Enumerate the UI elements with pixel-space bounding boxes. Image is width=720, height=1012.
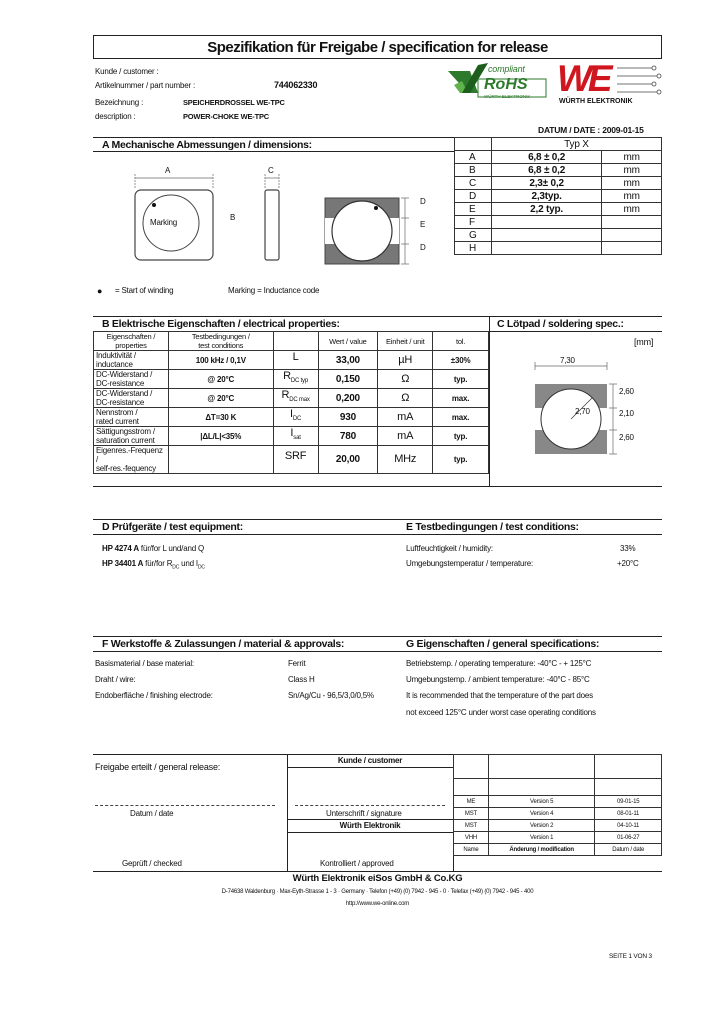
dim-d-label: D	[420, 197, 426, 206]
wurth-header: Würth Elektronik	[339, 821, 401, 830]
base-material-label: Basismaterial / base material:	[95, 659, 194, 668]
table-row: Induktivität / inductance 100 kHz / 0,1V L 33,00 µH ±30%	[94, 351, 489, 370]
finishing-value: Sn/Ag/Cu - 96,5/3,0/0,5%	[288, 691, 374, 700]
we-name: WÜRTH ELEKTRONIK	[559, 98, 633, 105]
rohs-text: RoHS	[484, 76, 528, 93]
footer-company: Würth Elektronik eiSos GmbH & Co.KG	[292, 873, 463, 884]
rohs-logo	[448, 63, 548, 103]
table-row: VHH Version 1 01-06-27	[454, 832, 662, 844]
table-row: H	[455, 242, 662, 255]
base-material-value: Ferrit	[288, 659, 306, 668]
page-number: SEITE 1 VON 3	[609, 953, 652, 960]
part-number-label: Artikelnummer / part number :	[95, 81, 196, 90]
designation: SPEICHERDROSSEL WE-TPC	[183, 98, 285, 107]
soldering-dim-diag: 2,70	[575, 407, 590, 416]
table-row: A 6,8 ± 0,2 mm	[455, 151, 662, 164]
description-label: description :	[95, 112, 136, 121]
section-d-title: D Prüfgeräte / test equipment:	[102, 521, 243, 533]
table-row: Eigenres.-Frequenz / self-res.-fequency SRF 20,00 MHz typ.	[94, 446, 489, 474]
dimensions-table	[454, 137, 662, 255]
temperature-value: +20°C	[617, 559, 639, 568]
recommendation-1: It is recommended that the temperature of the part does	[406, 691, 593, 700]
section-c-title: C Lötpad / soldering spec.:	[497, 318, 624, 330]
dim-d2-label: D	[420, 243, 426, 252]
section-a-title: A Mechanische Abmessungen / dimensions:	[102, 139, 312, 151]
dim-e-label: E	[420, 220, 426, 229]
soldering-unit: [mm]	[634, 337, 654, 347]
section-e-title: E Testbedingungen / test conditions:	[406, 521, 579, 533]
signature-label: Unterschrift / signature	[326, 809, 402, 818]
footer-address: D-74638 Waldenburg · Max-Eyth-Strasse 1 - 3 · Germany · Telefon (+49) (0) 7942 - 945 - 0 · Telefax (+49) (0) 7942 - 945 - 400	[221, 889, 534, 895]
section-f-title: F Werkstoffe & Zulassungen / material & approvals:	[102, 638, 345, 650]
soldering-dim-3: 2,60	[619, 433, 634, 442]
winding-dot-icon: ●	[97, 286, 103, 296]
test-equipment-2: HP 34401 A für/for $R_{DC}$ und $I_{DC}$	[102, 559, 205, 571]
soldering-pad-drawing	[510, 350, 630, 460]
table-row: DC-Widerstand / DC-resistance @ 20°C $R_{DC max}$ 0,200 Ω max.	[94, 389, 489, 408]
version-table	[453, 754, 662, 856]
description: POWER-CHOKE WE-TPC	[183, 112, 269, 121]
marking-label: Marking	[150, 218, 178, 227]
designation-label: Bezeichnung :	[95, 98, 144, 107]
date-label: Datum / date	[130, 809, 174, 818]
we-text: WE	[557, 58, 609, 99]
humidity-label: Luftfeuchtigkeit / humidity:	[406, 544, 493, 553]
customer-header: Kunde / customer	[337, 756, 403, 765]
section-b-title: B Elektrische Eigenschaften / electrical properties:	[102, 318, 340, 330]
rohs-compliant-text: compliant	[488, 64, 525, 74]
table-row: E 2,2 typ. mm	[455, 203, 662, 216]
document-date: DATUM / DATE : 2009-01-15	[538, 125, 644, 135]
footer-url[interactable]: http://www.we-online.com	[345, 901, 410, 907]
table-row: Name Änderung / modification Datum / date	[454, 844, 662, 856]
soldering-dim-top: 7,30	[560, 356, 575, 365]
table-row: MST Version 4 08-01-11	[454, 808, 662, 820]
table-row: G	[455, 229, 662, 242]
approval-label: Kontrolliert / approved	[320, 859, 394, 868]
rohs-sub-text: WÜRTH ELEKTRONIK	[484, 94, 531, 99]
table-row: B 6,8 ± 0,2 mm	[455, 164, 662, 177]
table-row: C 2,3± 0,2 mm	[455, 177, 662, 190]
soldering-dim-2: 2,10	[619, 409, 634, 418]
table-row: Nennstrom / rated current ΔT=30 K $I_{DC}$ 930 mA max.	[94, 408, 489, 427]
table-row: F	[455, 216, 662, 229]
wire-value: Class H	[288, 675, 315, 684]
temperature-label: Umgebungstemperatur / temperature:	[406, 559, 534, 568]
document-title: Spezifikation für Freigabe / specification for release	[93, 35, 662, 59]
customer-label: Kunde / customer :	[95, 67, 159, 76]
operating-temp: Betriebstemp. / operating temperature: -40°C - + 125°C	[406, 659, 592, 668]
legend-winding: = Start of winding	[115, 286, 174, 295]
checked-label: Geprüft / checked	[122, 859, 182, 868]
table-row: DC-Widerstand / DC-resistance @ 20°C $R_{DC typ}$ 0,150 Ω typ.	[94, 370, 489, 389]
dim-b-label: B	[230, 213, 236, 222]
section-g-title: G Eigenschaften / general specifications:	[406, 638, 600, 650]
recommendation-2: not exceed 125°C under worst case operating conditions	[406, 708, 596, 717]
ambient-temp: Umgebungstemp. / ambient temperature: -40°C - 85°C	[406, 675, 590, 684]
dim-a-label: A	[165, 166, 171, 175]
dim-c-label: C	[268, 166, 274, 175]
wire-label: Draht / wire:	[95, 675, 136, 684]
type-header: Typ X	[491, 138, 661, 151]
table-row: ME Version 5 09-01-15	[454, 796, 662, 808]
table-row: Sättigungsstrom / saturation current |ΔL/L|<35% $I_{sat}$ 780 mA typ.	[94, 427, 489, 446]
table-row: MST Version 2 04-10-11	[454, 820, 662, 832]
finishing-label: Endoberfläche / finishing electrode:	[95, 691, 213, 700]
we-logo	[557, 58, 665, 106]
table-row: D 2,3typ. mm	[455, 190, 662, 203]
part-number: 744062330	[274, 80, 318, 90]
electrical-table: Eigenschaften / properties Testbedingungen / test conditions Wert / value Einheit / unit tol. Induktivität / inductance 100 kHz / 0,1V L 33,00 µH ±30% DC-Widerstand / DC-resistance @ 20°C $R_{DC typ}$ 0,150 Ω typ. DC-Widerstand / DC-resistance @ 20°C $R_{DC max}$ 0,200 Ω max. Nennstrom / rated current ΔT=30 K $I_{DC}$ 930 mA max. Sättigungsstrom / saturation current |ΔL/L|<35% $I_{sat}$ 780 mA typ. Eigenres.-Frequenz / self-res.-fequency SRF 20,00 MHz typ.	[93, 331, 489, 474]
soldering-dim-1: 2,60	[619, 387, 634, 396]
humidity-value: 33%	[620, 544, 636, 553]
test-equipment-1: HP 4274 A für/for L und/and Q	[102, 544, 204, 553]
legend-marking: Marking = Inductance code	[228, 286, 320, 295]
general-release-label: Freigabe erteilt / general release:	[95, 762, 221, 772]
